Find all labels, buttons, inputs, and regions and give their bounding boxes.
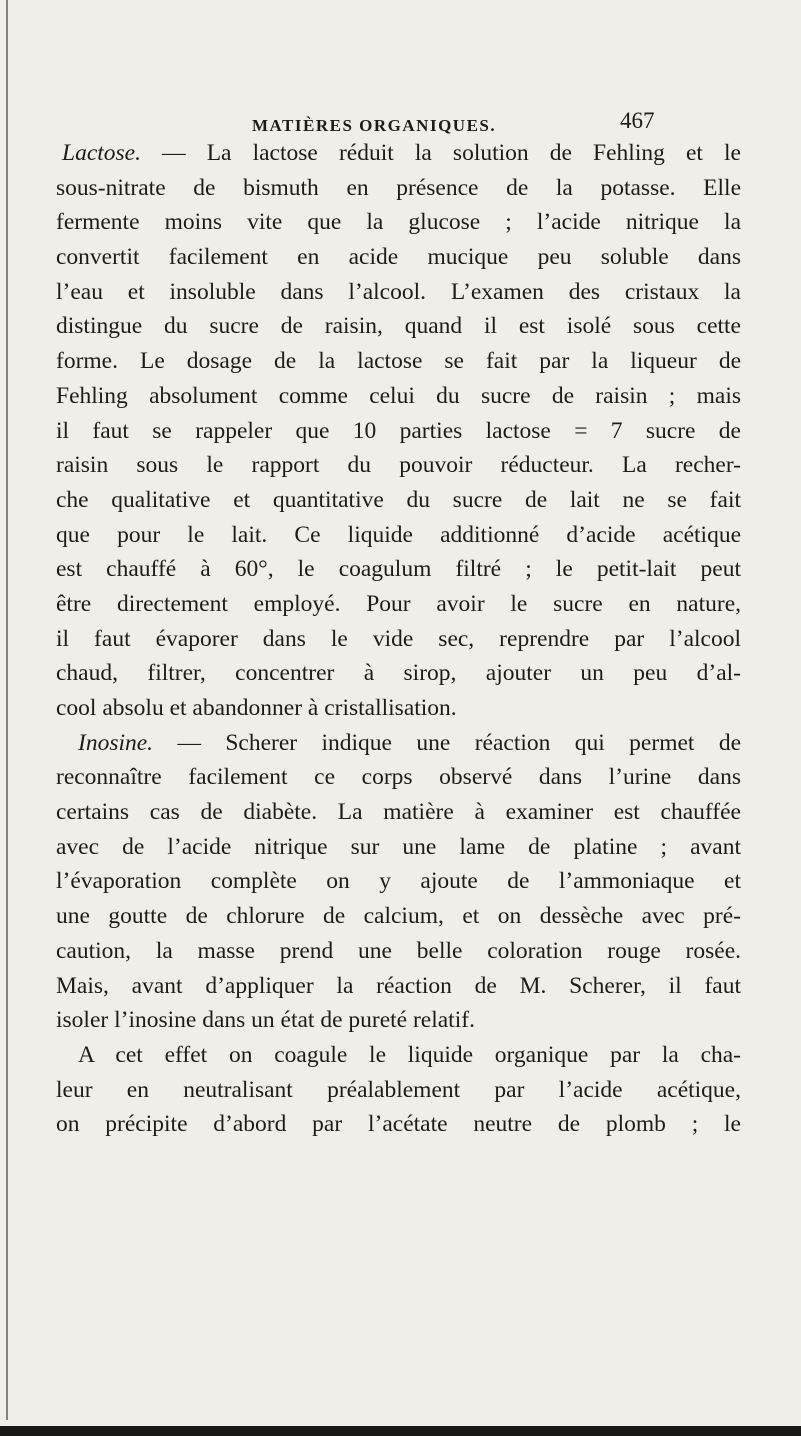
text-line (56, 726, 741, 761)
text-line: est chauffé à 60°, le coagulum filtré ; le petit-lait peut (56, 556, 741, 583)
text-line: reconnaître facilement ce corps observé dans l’urine dans (56, 764, 741, 791)
paragraph-heading-lactose: Lactose. (62, 140, 141, 166)
text-line: caution, la masse prend une belle coloration rouge rosée. (56, 937, 741, 964)
body-text (56, 136, 741, 1142)
text-line: fermente moins vite que la glucose ; l’acide nitrique la (56, 209, 741, 236)
page-bottom-edge (0, 1426, 801, 1436)
text-line: il faut évaporer dans le vide sec, reprendre par l’alcool (56, 625, 741, 652)
text-line: une goutte de chlorure de calcium, et on dessèche avec pré- (56, 903, 741, 930)
text-line: être directement employé. Pour avoir le sucre en nature, (56, 590, 741, 617)
text-line: il faut se rappeler que 10 parties lactose = 7 sucre de (56, 417, 741, 444)
header-title: MATIÈRES ORGANIQUES. (252, 116, 497, 135)
text-line: A cet effet on coagule le liquide organique par la cha- (78, 1041, 741, 1068)
text-line: forme. Le dosage de la lactose se fait par la liqueur de (56, 348, 741, 375)
text-line: leur en neutralisant préalablement par l’acide acétique, (56, 1076, 741, 1103)
text-line-content: — La lactose réduit la solution de Fehling et le (140, 140, 741, 166)
text-line: l’évaporation complète on y ajoute de l’ammoniaque et (56, 868, 741, 895)
text-line: cool absolu et abandonner à cristallisation. (56, 695, 457, 721)
page-edge-rule (6, 0, 8, 1420)
text-line: sous-nitrate de bismuth en présence de la potasse. Elle (56, 174, 741, 201)
text-line: on précipite d’abord par l’acétate neutre de plomb ; le (56, 1111, 741, 1138)
text-line: avec de l’acide nitrique sur une lame de platine ; avant (56, 833, 741, 860)
text-line: isoler l’inosine dans un état de pureté relatif. (56, 1007, 475, 1034)
text-line: che qualitative et quantitative du sucre de lait ne se fait (56, 486, 741, 513)
page-number: 467 (620, 108, 655, 133)
text-line: certains cas de diabète. La matière à examiner est chauffée (56, 799, 741, 826)
text-line: Fehling absolument comme celui du sucre de raisin ; mais (56, 382, 741, 409)
text-line: Mais, avant d’appliquer la réaction de M. Scherer, il faut (56, 972, 741, 999)
text-line: distingue du sucre de raisin, quand il est isolé sous cette (56, 313, 741, 340)
text-line: raisin sous le rapport du pouvoir réducteur. La recher- (56, 452, 741, 479)
text-line: que pour le lait. Ce liquide additionné d’acide acétique (56, 521, 741, 548)
text-line: l’eau et insoluble dans l’alcool. L’examen des cristaux la (56, 278, 741, 305)
paragraph-heading-inosine: Inosine. (78, 729, 154, 756)
text-line: chaud, filtrer, concentrer à sirop, ajouter un peu d’al- (56, 660, 741, 687)
text-line-content: — Scherer indique une réaction qui permet de (153, 729, 741, 756)
text-line (56, 136, 741, 171)
text-line: convertit facilement en acide mucique peu soluble dans (56, 244, 741, 271)
